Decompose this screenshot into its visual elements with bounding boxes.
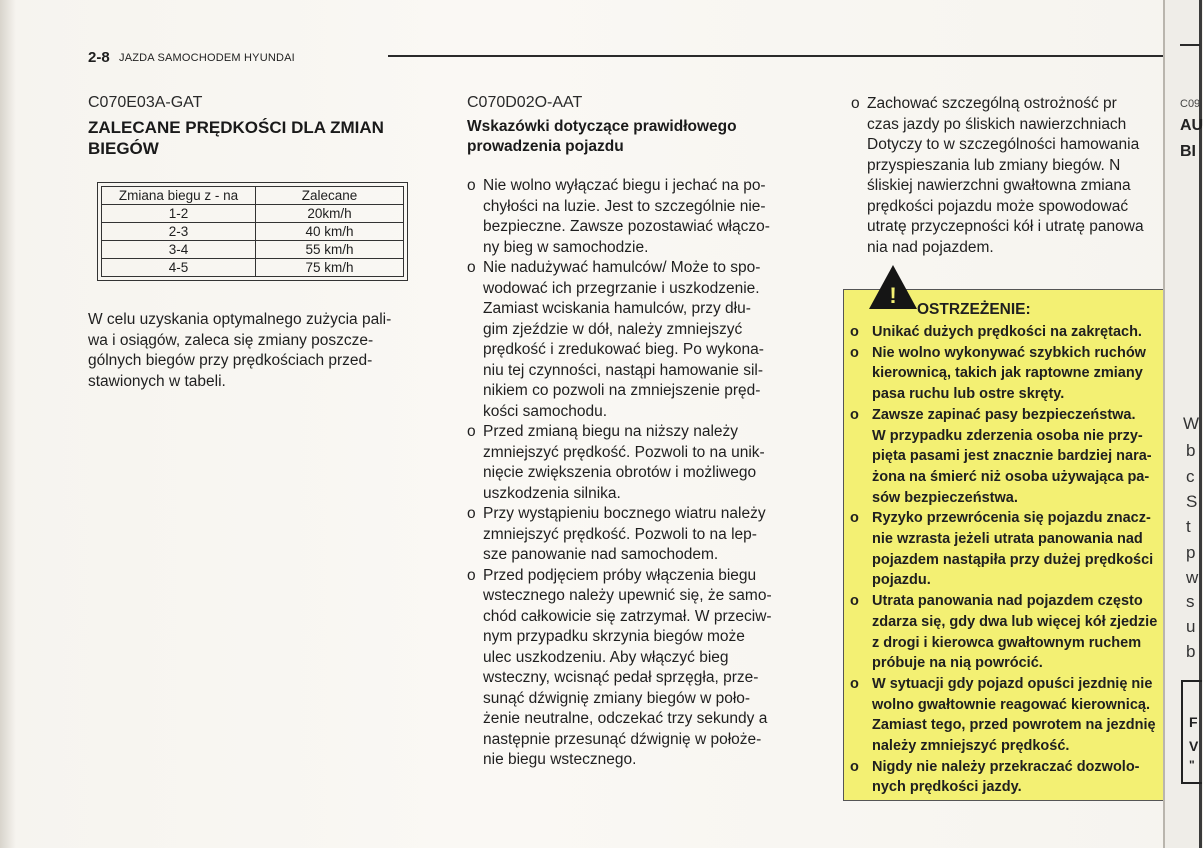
- left-paragraph: W celu uzyskania optymalnego zużycia pali- wa i osiągów, zaleca się zmiany poszcze- gólnych biegów przy prędkościach przed- stawionych w tabeli.: [88, 311, 392, 390]
- left-section-code: C070E03A-GAT: [88, 94, 203, 111]
- list-item: o Nigdy nie należy przekraczać dozwolo- nych prędkości jazdy.: [850, 758, 1140, 796]
- list-item: o Przed zmianą biegu na niższy należy zmniejszyć prędkość. Pozwoli to na unik- nięcie zwiększenia obrotów i możliwego uszkodzenia silnika.: [467, 423, 765, 502]
- list-item: o Unikać dużych prędkości na zakrętach.: [850, 324, 1142, 340]
- header-rule: [388, 55, 1163, 57]
- table-row: [102, 241, 404, 259]
- table-row: [102, 259, 404, 277]
- next-page-line: b: [1186, 441, 1196, 460]
- next-page-code: C09: [1180, 98, 1201, 110]
- next-page-box-line: F: [1189, 714, 1198, 730]
- next-page-line: s: [1186, 592, 1195, 611]
- next-page-box-line: V: [1189, 738, 1199, 754]
- list-item: o Ryzyko przewrócenia się pojazdu znacz- nie wzrasta jeżeli utrata panowania nad pojazdem nastąpiła przy dużej prędkości pojazdu.: [850, 510, 1154, 589]
- middle-section-code: C070D02O-AAT: [467, 94, 583, 111]
- list-item: o Zawsze zapinać pasy bezpieczeństwa. W przypadku zderzenia osoba nie przy- pięta pasami jest znacznie bardziej nara- żona na śmierć niż osoba używająca pa- sów bezpieczeństwa.: [850, 406, 1152, 506]
- next-page-line: c: [1186, 467, 1195, 486]
- next-page-line: W: [1183, 414, 1200, 433]
- next-page-line: p: [1186, 543, 1196, 562]
- middle-section-title: Wskazówki dotyczące prawidłowego prowadzenia pojazdu: [467, 118, 737, 155]
- section-title: JAZDA SAMOCHODEM HYUNDAI: [119, 52, 295, 64]
- exclamation-icon: !: [889, 283, 897, 308]
- table-row: [102, 223, 404, 241]
- table-cell: 40 km/h: [256, 223, 404, 241]
- list-item: o Przed podjęciem próby włączenia biegu wstecznego należy upewnić się, że samo- chód całkowicie się zatrzymał. W przeciw- nym przypadku skrzynia biegów może ulec uszkodzeniu. Aby włączyć bieg wsteczny, wcisnąć pedał sprzęgła, prze- sunąć dźwignię zmiany biegów w poło- żenie neutralne, odczekać trzy sekundy a następnie przesunąć dźwignię w położe- nie biegu wstecznego.: [467, 566, 772, 768]
- list-item: o Zachować szczególną ostrożność pr czas jazdy po śliskich nawierzchniach Dotyczy to w szczególności hamowania przyspieszania lub zmiany biegów. N śliskiej nawierzchni gwałtowna zmiana prędkości pojazdu może spowodować utratę przyczepności kół i utratę panowa nia nad pojazdem.: [851, 95, 1144, 256]
- right-bullet: [851, 94, 1163, 258]
- list-item: o Nie wolno wyłączać biegu i jechać na po- chyłości na luzie. Jest to szczególnie nie- bezpieczne. Zawsze pozostawiać włączo- ny bieg w samochodzie.: [467, 177, 770, 256]
- table-header-cell: Zalecane: [256, 187, 404, 205]
- next-page-line: u: [1186, 617, 1196, 636]
- table-header-row: [102, 187, 404, 205]
- warning-list: [850, 322, 1163, 798]
- table-cell: 3-4: [102, 241, 256, 259]
- table-cell: 20km/h: [256, 205, 404, 223]
- page-number: 2-8: [88, 49, 110, 66]
- next-page-line: S: [1186, 492, 1198, 511]
- next-page-line: b: [1186, 642, 1196, 661]
- middle-bullet-list: [467, 176, 806, 771]
- next-page-box-line: ": [1189, 758, 1195, 772]
- warning-title: OSTRZEŻENIE:: [917, 301, 1031, 318]
- gear-speed-table: [101, 186, 404, 277]
- table-row: [102, 205, 404, 223]
- table-cell: 2-3: [102, 223, 256, 241]
- table-cell: 4-5: [102, 259, 256, 277]
- next-page-line: t: [1186, 517, 1191, 536]
- table-header-cell: Zmiana biegu z - na: [102, 187, 256, 205]
- list-item: o Nie nadużywać hamulców/ Może to spo- wodować ich przegrzanie i uszkodzenie. Zamiast wciskania hamulców, przy dłu- gim zjeździe w dół, należy zmniejszyć prędkość i zredukować bieg. Po wykona- niu tej czynności, nastąpi hamowanie sil- nikiem co pozwoli na zmniejszenie pręd- kości samochodu.: [467, 259, 764, 420]
- page-edge-shadow: [0, 0, 16, 848]
- table-cell: 1-2: [102, 205, 256, 223]
- next-page-heading-line: AU: [1180, 117, 1203, 134]
- table-cell: 75 km/h: [256, 259, 404, 277]
- left-section-title: ZALECANE PRĘDKOŚCI DLA ZMIAN BIEGÓW: [88, 118, 384, 158]
- list-item: o Przy wystąpieniu bocznego wiatru należy zmniejszyć prędkość. Pozwoli to na lep- sze panowanie nad samochodem.: [467, 505, 766, 563]
- list-item: o W sytuacji gdy pojazd opuści jezdnię nie wolno gwałtownie reagować kierownicą. Zamiast tego, przed powrotem na jezdnię należy zmniejszyć prędkość.: [850, 675, 1156, 755]
- next-page-header-rule: [1180, 44, 1200, 46]
- table-cell: 55 km/h: [256, 241, 404, 259]
- next-page-line: w: [1186, 568, 1199, 587]
- list-item: o Nie wolno wykonywać szybkich ruchów kierownicą, takich jak raptowne zmiany pasa ruchu lub ostre skręty.: [850, 344, 1146, 403]
- next-page-heading-line: BI: [1180, 143, 1196, 160]
- list-item: o Utrata panowania nad pojazdem często zdarza się, gdy dwa lub więcej kół zjedzie z drogi i kierowca gwałtownym ruchem próbuje na nią powrócić.: [850, 593, 1158, 672]
